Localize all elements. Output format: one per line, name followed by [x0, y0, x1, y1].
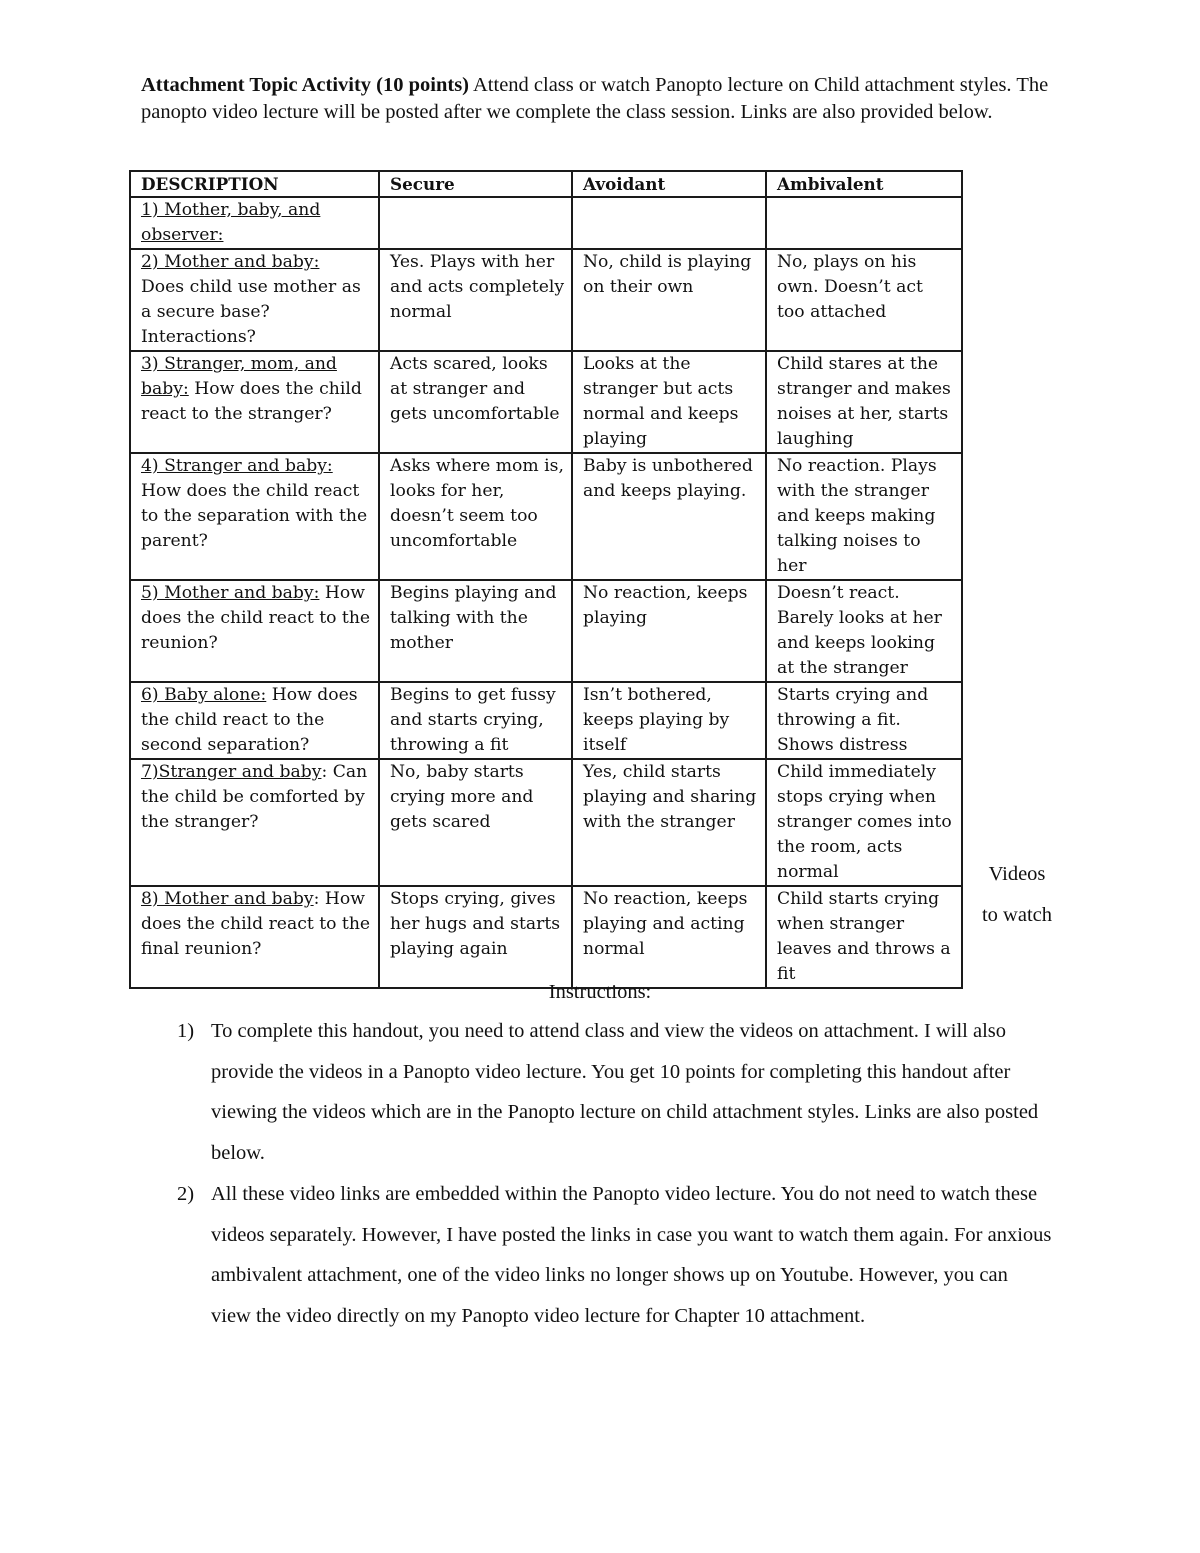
episode-question: How does the child react to the reunion?: [141, 583, 371, 653]
table-row: [130, 682, 962, 759]
description-cell: [130, 759, 379, 886]
ambivalent-cell: Child starts crying when stranger leaves and throws a fit: [766, 886, 962, 988]
videos-note-line1: Videos: [988, 863, 1046, 885]
episode-question: : Can the child be comforted by the stranger?: [141, 762, 368, 832]
list-item: [172, 1011, 1052, 1174]
episode-label: 4) Stranger and baby:: [141, 456, 333, 476]
avoidant-cell: No reaction, keeps playing and acting normal: [572, 886, 766, 988]
list-item-number: 1): [177, 1020, 195, 1042]
episode-question: How does the child react to the stranger?: [141, 379, 362, 424]
episode-label: 8) Mother and baby: [141, 889, 314, 909]
episode-question: Does child use mother as a secure base? Interactions?: [141, 277, 361, 347]
ambivalent-cell: [766, 197, 962, 249]
header-description: DESCRIPTION: [130, 171, 379, 197]
table-row: [130, 197, 962, 249]
intro-text: Attend class or watch Panopto lecture on Child attachment styles. The panopto video lecture will be posted after we complete the class session. Links are also provided below.: [141, 74, 1049, 123]
table-row: [130, 249, 962, 351]
table-row: [130, 453, 962, 580]
secure-cell: Yes. Plays with her and acts completely normal: [379, 249, 572, 351]
intro-paragraph: [141, 72, 1061, 126]
episode-label: 1) Mother, baby, and observer:: [141, 200, 321, 245]
ambivalent-cell: Child stares at the stranger and makes noises at her, starts laughing: [766, 351, 962, 453]
videos-note-line2: to watch: [981, 904, 1053, 926]
secure-cell: Acts scared, looks at stranger and gets uncomfortable: [379, 351, 572, 453]
table-row: [130, 580, 962, 682]
avoidant-cell: Isn’t bothered, keeps playing by itself: [572, 682, 766, 759]
description-cell: [130, 682, 379, 759]
avoidant-cell: Looks at the stranger but acts normal and keeps playing: [572, 351, 766, 453]
episode-label: 6) Baby alone:: [141, 685, 267, 705]
description-cell: [130, 197, 379, 249]
description-cell: [130, 580, 379, 682]
instructions-list: [172, 1011, 1052, 1337]
table-header-row: [130, 171, 962, 197]
description-cell: [130, 351, 379, 453]
avoidant-cell: Baby is unbothered and keeps playing.: [572, 453, 766, 580]
avoidant-cell: Yes, child starts playing and sharing with the stranger: [572, 759, 766, 886]
table-row: [130, 886, 962, 988]
episode-label: 3) Stranger, mom, and baby:: [141, 354, 337, 399]
attachment-table: [129, 170, 963, 989]
description-cell: [130, 249, 379, 351]
avoidant-cell: [572, 197, 766, 249]
secure-cell: Stops crying, gives her hugs and starts playing again: [379, 886, 572, 988]
list-item-number: 2): [177, 1182, 195, 1205]
description-cell: [130, 886, 379, 988]
avoidant-cell: No reaction, keeps playing: [572, 580, 766, 682]
episode-question: : How does the child react to the final reunion?: [141, 889, 371, 959]
episode-label: 2) Mother and baby:: [141, 252, 320, 272]
secure-cell: No, baby starts crying more and gets scared: [379, 759, 572, 886]
secure-cell: [379, 197, 572, 249]
episode-question: How does the child react to the second separation?: [141, 685, 358, 755]
ambivalent-cell: No, plays on his own. Doesn’t act too attached: [766, 249, 962, 351]
ambivalent-cell: Doesn’t react. Barely looks at her and keeps looking at the stranger: [766, 580, 962, 682]
episode-question: How does the child react to the separation with the parent?: [141, 481, 368, 551]
header-secure: Secure: [379, 171, 572, 197]
list-item: [172, 1174, 1052, 1337]
list-item-text: To complete this handout, you need to attend class and view the videos on attachment. I will also provide the videos in a Panopto video lecture. You get 10 points for completing this handout after viewing the videos which are in the Panopto lecture on child attachment styles. Links are also posted below.: [211, 1020, 1039, 1165]
description-cell: [130, 453, 379, 580]
instructions-heading: Instructions:: [548, 981, 652, 1003]
table-row: [130, 759, 962, 886]
header-ambivalent: Ambivalent: [766, 171, 962, 197]
ambivalent-cell: Child immediately stops crying when stranger comes into the room, acts normal: [766, 759, 962, 886]
secure-cell: Begins playing and talking with the mother: [379, 580, 572, 682]
avoidant-cell: No, child is playing on their own: [572, 249, 766, 351]
ambivalent-cell: No reaction. Plays with the stranger and keeps making talking noises to her: [766, 453, 962, 580]
activity-title: Attachment Topic Activity (10 points): [141, 74, 469, 96]
header-avoidant: Avoidant: [572, 171, 766, 197]
episode-label: 5) Mother and baby:: [141, 583, 320, 603]
secure-cell: Asks where mom is, looks for her, doesn’t seem too uncomfortable: [379, 453, 572, 580]
ambivalent-cell: Starts crying and throwing a fit. Shows distress: [766, 682, 962, 759]
secure-cell: Begins to get fussy and starts crying, throwing a fit: [379, 682, 572, 759]
episode-label: 7)Stranger and baby: [141, 762, 322, 782]
videos-to-watch-note: [972, 854, 1062, 936]
list-item-text: All these video links are embedded within the Panopto video lecture. You do not need to watch these videos separately. However, I have posted the links in case you want to watch them again. For anxious ambivalent attachment, one of the video links no longer shows up on Youtube. However, you can view the video directly on my Panopto video lecture for Chapter 10 attachment.: [211, 1182, 1052, 1327]
table-row: [130, 351, 962, 453]
